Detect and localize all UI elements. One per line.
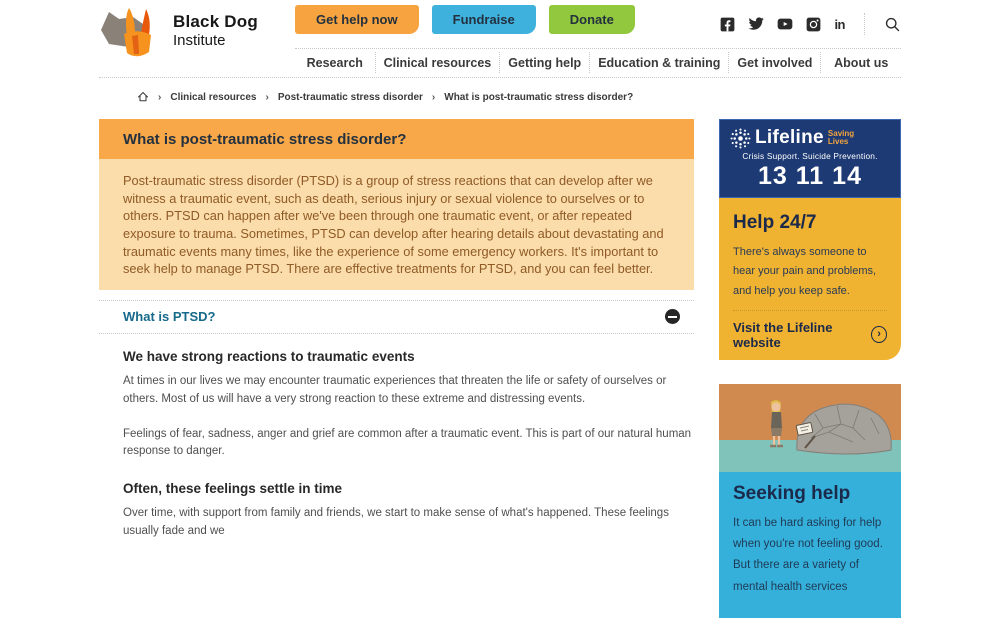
breadcrumb-current-page[interactable]: What is post-traumatic stress disorder? xyxy=(444,91,634,103)
nav-item-getting-help[interactable]: Getting help xyxy=(508,55,582,70)
seeking-help-text: It can be hard asking for help when you're not feeling good. But there are a variety of mental health services xyxy=(733,516,883,593)
main-content xyxy=(99,119,901,618)
breadcrumb-separator: › xyxy=(431,91,436,103)
fundraise-button[interactable]: Fundraise xyxy=(432,5,536,34)
logo-text xyxy=(173,13,258,49)
article-section xyxy=(99,349,694,541)
accordion-label: What is PTSD? xyxy=(123,309,216,325)
breadcrumb xyxy=(99,91,901,103)
lifeline-banner xyxy=(719,119,901,198)
twitter-icon[interactable] xyxy=(748,17,764,31)
nav-item-education-training[interactable]: Education & training xyxy=(598,55,721,70)
section-paragraph: Feelings of fear, sadness, anger and grief are common after a traumatic event. This is part of our natural human response to danger. xyxy=(123,427,692,458)
youtube-icon[interactable] xyxy=(777,17,793,31)
lifeline-help-heading: Help 24/7 xyxy=(733,212,817,233)
seeking-help-heading: Seeking help xyxy=(733,482,851,504)
header-action-buttons xyxy=(295,0,901,35)
chevron-right-circle-icon: › xyxy=(871,326,887,343)
lifeline-sunburst-icon xyxy=(730,128,751,149)
lifeline-tagline: Crisis Support. Suicide Prevention. xyxy=(742,151,878,161)
section-heading: We have strong reactions to traumatic events xyxy=(123,348,415,364)
lifeline-card[interactable] xyxy=(719,119,901,360)
seeking-help-panel xyxy=(719,472,901,618)
page-title: What is post-traumatic stress disorder? xyxy=(99,119,694,159)
lifeline-help-text: There's always someone to hear your pain and problems, and help you keep safe. xyxy=(733,246,877,297)
nav-item-clinical-resources[interactable]: Clinical resources xyxy=(383,55,492,70)
lifeline-logo xyxy=(730,127,890,149)
facebook-icon[interactable] xyxy=(720,17,735,32)
breadcrumb-separator: › xyxy=(265,91,269,103)
lifeline-website-link[interactable] xyxy=(733,320,887,350)
dotted-divider xyxy=(733,310,887,311)
lifeline-link-label: Visit the Lifeline website xyxy=(733,319,833,350)
section-paragraph: At times in our lives we may encounter traumatic experiences that threaten the life or safety of ourselves or others. Most of us will have a very strong reaction to these extreme and distressing events. xyxy=(123,374,667,405)
breadcrumb-ptsd[interactable]: Post-traumatic stress disorder xyxy=(277,91,423,103)
donate-button[interactable]: Donate xyxy=(549,5,635,34)
accordion-what-is-ptsd[interactable] xyxy=(99,300,694,334)
header-divider xyxy=(864,13,865,35)
header xyxy=(99,0,901,48)
collapse-minus-icon[interactable] xyxy=(665,309,680,324)
lifeline-help-panel xyxy=(719,198,901,360)
breadcrumb-clinical-resources[interactable]: Clinical resources xyxy=(170,91,257,103)
article-column xyxy=(99,119,694,541)
linkedin-icon[interactable]: in xyxy=(834,16,845,32)
home-icon[interactable] xyxy=(137,91,149,103)
lifeline-wordmark: Lifeline xyxy=(755,127,824,148)
section-paragraph: Over time, with support from family and friends, we start to make sense of what's happened. These feelings usually fade and we xyxy=(123,507,669,537)
social-links xyxy=(720,5,901,35)
section-heading: Often, these feelings settle in time xyxy=(123,481,343,497)
brand-name-line1: Black Dog xyxy=(173,12,258,32)
nav-items xyxy=(295,48,901,77)
nav-item-about-us[interactable]: About us xyxy=(834,55,889,70)
brand-name-line2: Institute xyxy=(173,31,226,49)
get-help-now-button[interactable]: Get help now xyxy=(295,5,419,34)
primary-nav xyxy=(99,48,901,78)
sidebar xyxy=(719,119,901,618)
seeking-help-illustration xyxy=(719,384,901,472)
nav-item-get-involved[interactable]: Get involved xyxy=(737,55,813,70)
page-container xyxy=(99,0,901,618)
breadcrumb-separator: › xyxy=(158,91,162,103)
instagram-icon[interactable] xyxy=(806,17,821,32)
seeking-help-card[interactable] xyxy=(719,384,901,618)
nav-item-research[interactable]: Research xyxy=(306,55,363,70)
lifeline-saving-lives: Saving Lives xyxy=(827,128,855,146)
search-icon[interactable] xyxy=(884,16,901,33)
intro-summary: Post-traumatic stress disorder (PTSD) is a group of stress reactions that can develop after we witness a traumatic event, such as death, serious injury or sexual violence to ourselves or to others. PTSD can happen after we've been through one traumatic event, or after repeated exposure to trauma. Sometimes, PTSD can develop after hearing details about devastating and traumatic events many times, like the experience of some emergency workers. It's important to seek help to manage PTSD. There are effective treatments for PTSD, and you can feel better. xyxy=(99,159,694,290)
lifeline-phone-number: 13 11 14 xyxy=(758,162,862,190)
